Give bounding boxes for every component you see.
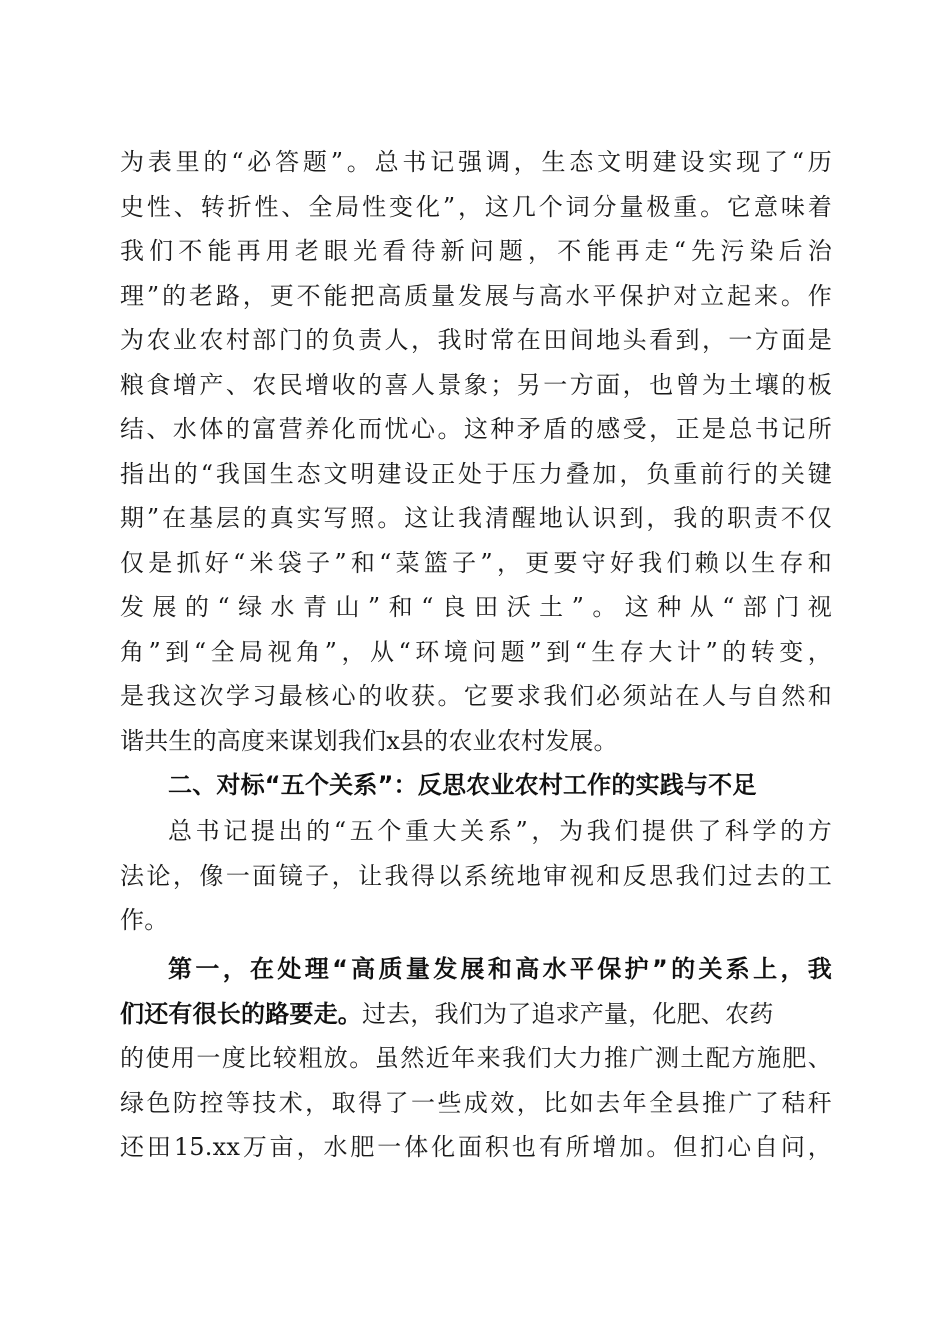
body-line: 还田15.xx万亩，水肥一体化面积也有所增加。但扪心自问， [120, 1133, 832, 1161]
body-line: 结、水体的富营养化而忧心。这种矛盾的感受，正是总书记所 [120, 415, 832, 443]
body-line: 粮食增产、农民增收的喜人景象；另一方面，也曾为土壤的板 [120, 370, 832, 399]
body-line: 期”在基层的真实写照。这让我清醒地认识到，我的职责不仅 [120, 504, 832, 532]
body-line: 指出的“我国生态文明建设正处于压力叠加，负重前行的关键 [120, 459, 832, 488]
body-line: 史性、转折性、全局性变化”，这几个词分量极重。它意味着 [120, 192, 832, 221]
body-line: 的使用一度比较粗放。虽然近年来我们大力推广测土配方施肥、 [120, 1044, 832, 1072]
body-line: 我们不能再用老眼光看待新问题，不能再走“先污染后治 [120, 237, 832, 265]
body-line: 是我这次学习最核心的收获。它要求我们必须站在人与自然和 [120, 682, 832, 710]
body-line: 为表里的“必答题”。总书记强调，生态文明建设实现了“历 [120, 148, 832, 176]
lead-sentence-continued: 们还有很长的路要走。 [120, 999, 362, 1028]
body-line: 法论，像一面镜子，让我得以系统地审视和反思我们过去的工 [120, 861, 832, 890]
body-line: 绿色防控等技术，取得了一些成效，比如去年全县推广了秸秆 [120, 1088, 832, 1117]
body-line: 角”到“全局视角”，从“环境问题”到“生存大计”的转变， [120, 637, 832, 666]
body-line: 为农业农村部门的负责人，我时常在田间地头看到，一方面是 [120, 326, 832, 354]
body-line: 作。 [120, 906, 169, 934]
body-line: 理”的老路，更不能把高质量发展与高水平保护对立起来。作 [120, 281, 832, 310]
body-line [120, 992, 832, 1036]
body-line: 发展的“绿水青山”和“良田沃土”。这种从“部门视 [120, 593, 832, 621]
section-heading: 二、对标“五个关系”：反思农业农村工作的实践与不足 [168, 771, 757, 799]
body-line: 谐共生的高度来谋划我们x县的农业农村发展。 [120, 726, 618, 755]
body-line: 总书记提出的“五个重大关系”，为我们提供了科学的方 [168, 817, 832, 845]
body-line-rest: 过去，我们为了追求产量，化肥、农药 [362, 999, 774, 1028]
lead-sentence: 第一，在处理“高质量发展和高水平保护”的关系上，我 [168, 955, 832, 983]
body-line: 仅是抓好“米袋子”和“菜篮子”，更要守好我们赖以生存和 [120, 548, 832, 577]
